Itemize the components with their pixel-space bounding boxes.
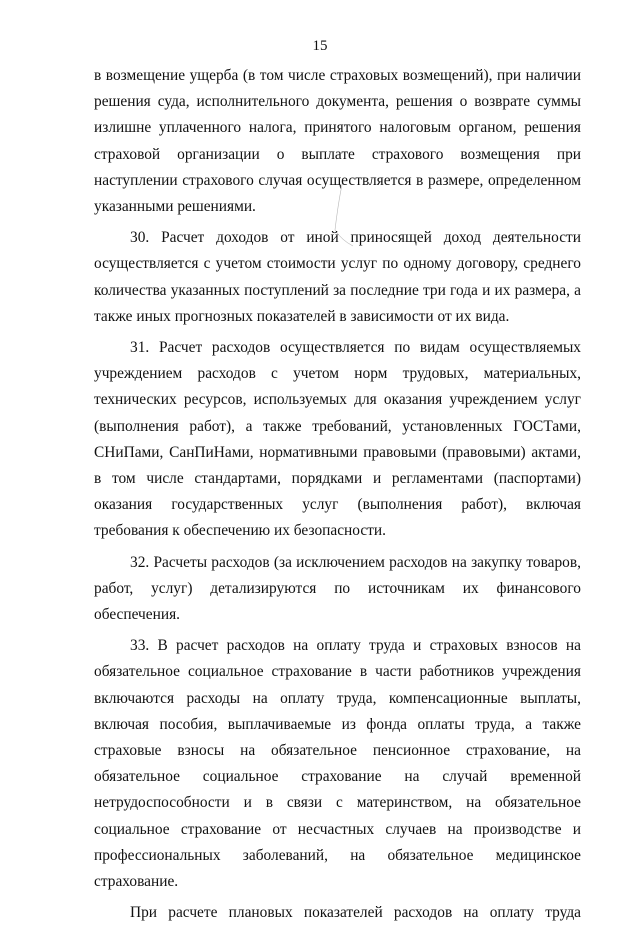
document-body — [94, 63, 581, 932]
paragraph-32: 32. Расчеты расходов (за исключением расходов на закупку товаров, работ, услуг) детализируются по источникам их финансового обеспечения. — [94, 553, 581, 624]
paragraph-31: 31. Расчет расходов осуществляется по видам осуществляемых учреждением расходов с учетом норм трудовых, материальных, технических ресурсов, используемых для оказания учреждением услуг (выполнения работ), а также требований, установленных ГОСТами, СНиПами, СанПиНами, нормативными правовыми (правовыми) актами, в том числе стандартами, порядками и регламентами (паспортами) оказания государственных услуг (выполнения работ), включая требования к обеспечению их безопасности. — [94, 339, 581, 540]
page-number: 15 — [312, 38, 328, 54]
paragraph-planned-indicators: При расчете плановых показателей расходов на оплату труда — [130, 904, 581, 922]
paragraph-30: 30. Расчет доходов от иной приносящей доход деятельности осуществляется с учетом стоимости услуг по одному договору, среднего количества указанных поступлений за последние три года и их размера, а также иных прогнозных показателей в зависимости от их вида. — [94, 229, 581, 325]
paragraph-continuation: в возмещение ущерба (в том числе страховых возмещений), при наличии решения суда, исполнительного документа, решения о возврате суммы излишне уплаченного налога, принятого налоговым органом, решения страховой организации о выплате страхового возмещения при наступлении страхового случая осуществляется в размере, определенном указанными решениями. — [94, 67, 581, 216]
paragraph-33: 33. В расчет расходов на оплату труда и страховых взносов на обязательное социальное страхование в части работников учреждения включаются расходы на оплату труда, компенсационные выплаты, включая пособия, выплачиваемые из фонда оплаты труда, а также страховые взносы на обязательное пенсионное страхование, на обязательное социальное страхование на случай временной нетрудоспособности и в связи с материнством, на обязательное социальное страхование от несчастных случаев на производстве и профессиональных заболеваний, на обязательное медицинское страхование. — [94, 637, 581, 891]
